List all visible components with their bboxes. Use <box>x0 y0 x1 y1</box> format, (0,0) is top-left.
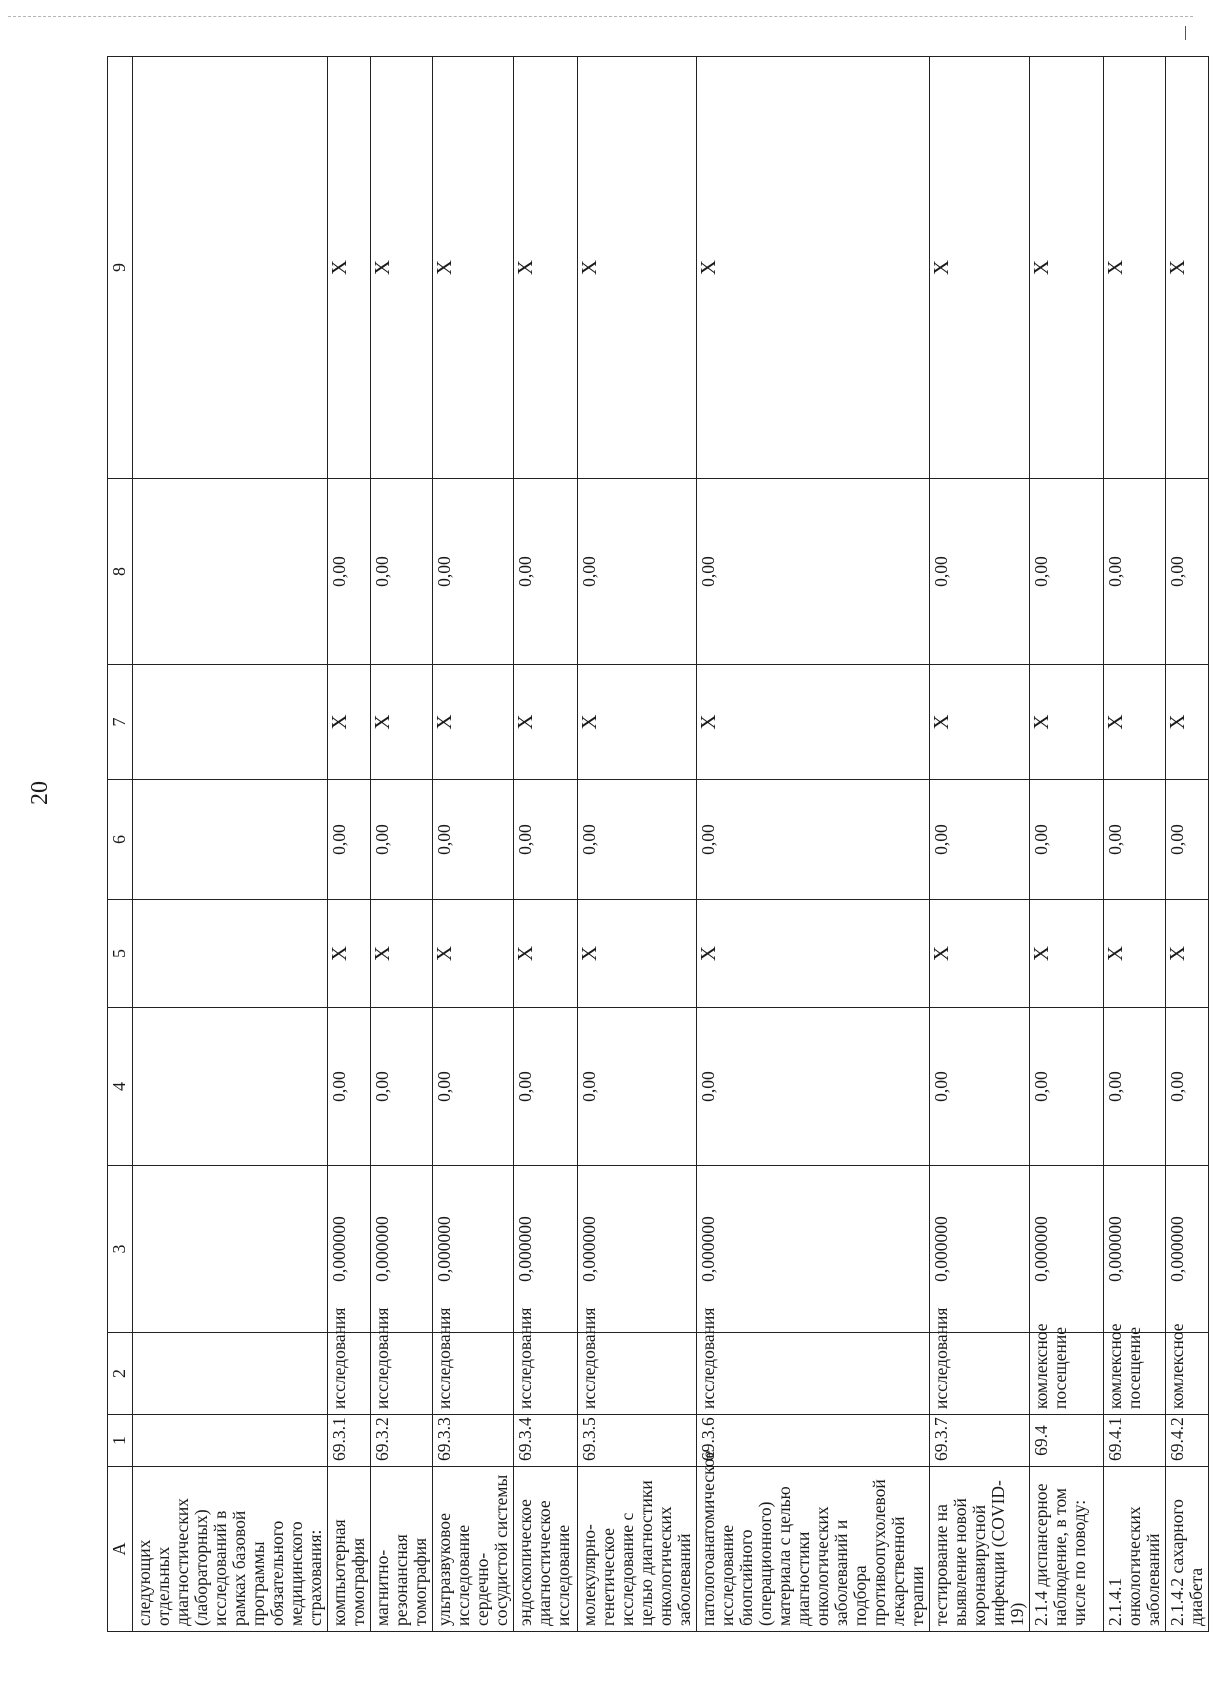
cell-col7: X <box>697 665 930 780</box>
cell-col8: 0,00 <box>1166 479 1209 665</box>
cell-col5 <box>133 900 328 1008</box>
row-name: 2.1.4.2 сахарного диабета <box>1166 1467 1209 1632</box>
header-cell: 6 <box>108 780 133 900</box>
row-unit: комлексное посещение <box>1104 1333 1166 1415</box>
financing-table <box>107 56 1209 1632</box>
cell-col9: X <box>433 57 514 479</box>
header-row <box>108 57 133 1632</box>
row-code: 69.4.1 <box>1104 1415 1166 1467</box>
table-row <box>371 57 433 1632</box>
cell-col8: 0,00 <box>1030 479 1104 665</box>
header-cell: 7 <box>108 665 133 780</box>
row-name: следующих отдельных диагностических (лабораторных) исследований в рамках базовой программы обязательного медицинского страхования: <box>133 1467 328 1632</box>
cell-col8: 0,00 <box>514 479 578 665</box>
cell-col3 <box>133 1166 328 1333</box>
cell-col6 <box>133 780 328 900</box>
row-name: ультразвуковое исследование сердечно-сосудистой системы <box>433 1467 514 1632</box>
row-unit: исследования <box>328 1333 371 1415</box>
table-row <box>578 57 697 1632</box>
cell-col4 <box>133 1008 328 1166</box>
row-unit: исследования <box>433 1333 514 1415</box>
row-unit: исследования <box>514 1333 578 1415</box>
cell-col4: 0,00 <box>1104 1008 1166 1166</box>
cell-col6: 0,00 <box>433 780 514 900</box>
row-code: 69.3.7 <box>930 1415 1030 1467</box>
cell-col9: X <box>514 57 578 479</box>
table-row <box>1104 57 1166 1632</box>
row-unit: комлексное посещение <box>1030 1333 1104 1415</box>
row-name: тестирование на выявление новой коронавирусной инфекции (COVID-19) <box>930 1467 1030 1632</box>
table-row <box>328 57 371 1632</box>
row-unit <box>133 1333 328 1415</box>
row-code: 69.4 <box>1030 1415 1104 1467</box>
header-cell: 5 <box>108 900 133 1008</box>
cell-col8 <box>133 479 328 665</box>
cell-col3: 0,000000 <box>328 1166 371 1333</box>
cell-col4: 0,00 <box>1166 1008 1209 1166</box>
cell-col9: X <box>1166 57 1209 479</box>
cell-col9 <box>133 57 328 479</box>
cell-col5: X <box>930 900 1030 1008</box>
cell-col7: X <box>1030 665 1104 780</box>
cell-col9: X <box>697 57 930 479</box>
cell-col6: 0,00 <box>1104 780 1166 900</box>
cell-col3: 0,000000 <box>1030 1166 1104 1333</box>
cell-col4: 0,00 <box>930 1008 1030 1166</box>
cell-col4: 0,00 <box>1030 1008 1104 1166</box>
row-code: 69.3.3 <box>433 1415 514 1467</box>
cell-col3: 0,000000 <box>578 1166 697 1333</box>
cell-col3: 0,000000 <box>371 1166 433 1333</box>
cell-col6: 0,00 <box>1030 780 1104 900</box>
row-code: 69.3.1 <box>328 1415 371 1467</box>
table-row <box>133 57 328 1632</box>
row-name: компьютерная томография <box>328 1467 371 1632</box>
cell-col4: 0,00 <box>514 1008 578 1166</box>
cell-col6: 0,00 <box>1166 780 1209 900</box>
table-row <box>433 57 514 1632</box>
row-unit: исследования <box>578 1333 697 1415</box>
table-row <box>514 57 578 1632</box>
row-code: 69.3.4 <box>514 1415 578 1467</box>
cell-col7: X <box>930 665 1030 780</box>
rotated-table-container <box>107 57 1206 1632</box>
scan-mark <box>1185 26 1186 40</box>
cell-col5: X <box>578 900 697 1008</box>
cell-col9: X <box>930 57 1030 479</box>
cell-col6: 0,00 <box>514 780 578 900</box>
cell-col5: X <box>514 900 578 1008</box>
cell-col7: X <box>1104 665 1166 780</box>
cell-col3: 0,000000 <box>514 1166 578 1333</box>
cell-col9: X <box>328 57 371 479</box>
cell-col3: 0,000000 <box>930 1166 1030 1333</box>
row-name: эндоскопическое диагностическое исследование <box>514 1467 578 1632</box>
row-code: 69.3.5 <box>578 1415 697 1467</box>
cell-col8: 0,00 <box>371 479 433 665</box>
cell-col5: X <box>1166 900 1209 1008</box>
table-row <box>930 57 1030 1632</box>
cell-col6: 0,00 <box>930 780 1030 900</box>
cell-col7: X <box>514 665 578 780</box>
row-unit: исследования <box>371 1333 433 1415</box>
cell-col6: 0,00 <box>371 780 433 900</box>
row-code: 69.3.6 <box>697 1415 930 1467</box>
table-row <box>1166 57 1209 1632</box>
page-number-text: 20 <box>27 781 53 805</box>
cell-col9: X <box>578 57 697 479</box>
cell-col7: X <box>371 665 433 780</box>
row-name: 2.1.4 диспансерное наблюдение, в том числе по поводу: <box>1030 1467 1104 1632</box>
cell-col3: 0,000000 <box>1166 1166 1209 1333</box>
header-cell: A <box>108 1467 133 1632</box>
cell-col8: 0,00 <box>697 479 930 665</box>
cell-col7: X <box>328 665 371 780</box>
cell-col9: X <box>371 57 433 479</box>
scan-border-line <box>8 16 1193 17</box>
cell-col3: 0,000000 <box>697 1166 930 1333</box>
cell-col7: X <box>433 665 514 780</box>
cell-col9: X <box>1030 57 1104 479</box>
row-name: 2.1.4.1 онкологических заболеваний <box>1104 1467 1166 1632</box>
cell-col4: 0,00 <box>578 1008 697 1166</box>
row-unit: комлексное <box>1166 1333 1209 1415</box>
cell-col8: 0,00 <box>1104 479 1166 665</box>
cell-col5: X <box>1104 900 1166 1008</box>
header-cell: 3 <box>108 1166 133 1333</box>
row-name: магнитно-резонансная томография <box>371 1467 433 1632</box>
row-name: молекулярно-генетическое исследование с целью диагностики онкологических заболеваний <box>578 1467 697 1632</box>
cell-col8: 0,00 <box>578 479 697 665</box>
cell-col5: X <box>1030 900 1104 1008</box>
header-cell: 8 <box>108 479 133 665</box>
cell-col4: 0,00 <box>433 1008 514 1166</box>
table-row <box>697 57 930 1632</box>
cell-col7: X <box>578 665 697 780</box>
cell-col5: X <box>697 900 930 1008</box>
cell-col9: X <box>1104 57 1166 479</box>
row-code: 69.3.2 <box>371 1415 433 1467</box>
cell-col4: 0,00 <box>371 1008 433 1166</box>
row-code <box>133 1415 328 1467</box>
page-number <box>22 775 58 811</box>
cell-col3: 0,000000 <box>433 1166 514 1333</box>
cell-col8: 0,00 <box>930 479 1030 665</box>
row-name: патологоанатомическое исследование биопсийного (операционного) материала с целью диагностики онкологических заболеваний и подбора противоопухолевой лекарственной терапии <box>697 1467 930 1632</box>
header-cell: 9 <box>108 57 133 479</box>
row-unit: исследования <box>930 1333 1030 1415</box>
header-cell: 2 <box>108 1333 133 1415</box>
header-cell: 1 <box>108 1415 133 1467</box>
cell-col6: 0,00 <box>697 780 930 900</box>
cell-col7 <box>133 665 328 780</box>
table-row <box>1030 57 1104 1632</box>
row-unit: исследования <box>697 1333 930 1415</box>
cell-col4: 0,00 <box>328 1008 371 1166</box>
header-cell: 4 <box>108 1008 133 1166</box>
cell-col3: 0,000000 <box>1104 1166 1166 1333</box>
cell-col5: X <box>328 900 371 1008</box>
cell-col8: 0,00 <box>433 479 514 665</box>
cell-col5: X <box>433 900 514 1008</box>
cell-col6: 0,00 <box>578 780 697 900</box>
cell-col7: X <box>1166 665 1209 780</box>
cell-col4: 0,00 <box>697 1008 930 1166</box>
cell-col8: 0,00 <box>328 479 371 665</box>
cell-col6: 0,00 <box>328 780 371 900</box>
row-code: 69.4.2 <box>1166 1415 1209 1467</box>
cell-col5: X <box>371 900 433 1008</box>
